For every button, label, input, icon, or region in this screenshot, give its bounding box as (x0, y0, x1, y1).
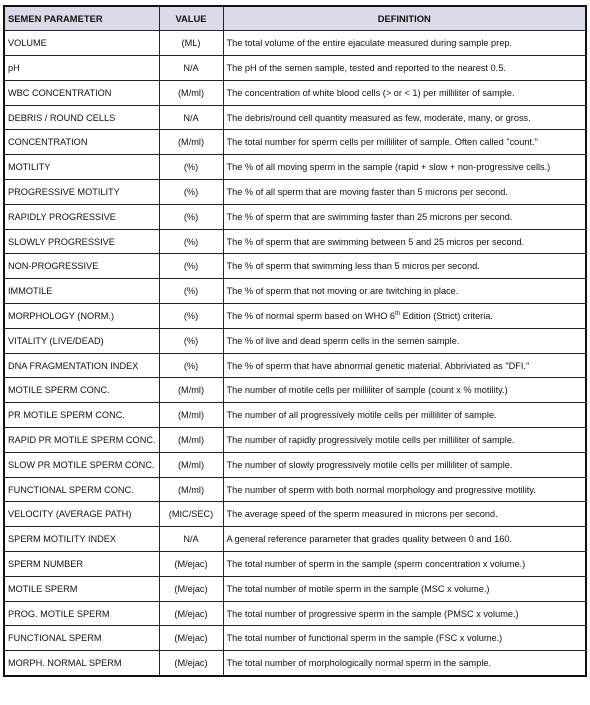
table-row (4, 403, 586, 428)
table-row (4, 601, 586, 626)
value-unit-cell: (M/ejac) (159, 626, 223, 651)
definition-cell: The number of all progressively motile cells per milliliter of sample. (223, 403, 586, 428)
parameter-cell: PROG. MOTILE SPERM (4, 601, 159, 626)
table-row (4, 180, 586, 205)
definition-cell: The total number of functional sperm in the sample (FSC x volume.) (223, 626, 586, 651)
definition-cell: The total number for sperm cells per milliliter of sample. Often called "count." (223, 130, 586, 155)
table-row (4, 229, 586, 254)
definition-cell (223, 304, 586, 329)
value-unit-cell: (%) (159, 254, 223, 279)
value-unit-cell: (%) (159, 279, 223, 304)
value-unit-cell: (%) (159, 304, 223, 329)
table-row (4, 56, 586, 81)
value-unit-cell: (%) (159, 180, 223, 205)
table-row (4, 204, 586, 229)
table-row (4, 130, 586, 155)
parameter-cell: RAPIDLY PROGRESSIVE (4, 204, 159, 229)
definition-cell: The % of sperm that not moving or are twitching in place. (223, 279, 586, 304)
definition-cell: The concentration of white blood cells (> or < 1) per milliliter of sample. (223, 80, 586, 105)
table-row (4, 105, 586, 130)
definition-cell: The total number of sperm in the sample (sperm concentration x volume.) (223, 552, 586, 577)
parameter-cell: SLOW PR MOTILE SPERM CONC. (4, 452, 159, 477)
value-unit-cell: (M/ml) (159, 477, 223, 502)
definition-text: Edition (Strict) criteria. (400, 310, 493, 321)
table-row (4, 31, 586, 56)
table-row (4, 428, 586, 453)
header-value: VALUE (159, 6, 223, 31)
definition-text: The % of normal sperm based on WHO 6 (226, 310, 396, 321)
table-row (4, 378, 586, 403)
parameter-cell: RAPID PR MOTILE SPERM CONC. (4, 428, 159, 453)
table-row (4, 254, 586, 279)
definition-cell: The number of motile cells per milliliter of sample (count x % motility.) (223, 378, 586, 403)
table-row (4, 527, 586, 552)
table-row (4, 155, 586, 180)
parameter-cell: VOLUME (4, 31, 159, 56)
parameter-cell: VELOCITY (AVERAGE PATH) (4, 502, 159, 527)
table-row (4, 477, 586, 502)
value-unit-cell: (M/ml) (159, 428, 223, 453)
ordinal-superscript: th (395, 310, 401, 317)
parameter-cell: MOTILE SPERM (4, 576, 159, 601)
table-row (4, 328, 586, 353)
value-unit-cell: (M/ml) (159, 378, 223, 403)
definition-cell: The % of all moving sperm in the sample (rapid + slow + non-progressive cells.) (223, 155, 586, 180)
value-unit-cell: (M/ml) (159, 452, 223, 477)
parameter-cell: NON-PROGRESSIVE (4, 254, 159, 279)
definition-cell: The total number of morphologically normal sperm in the sample. (223, 651, 586, 676)
value-unit-cell: (M/ml) (159, 80, 223, 105)
table-row (4, 651, 586, 676)
value-unit-cell: (M/ejac) (159, 552, 223, 577)
parameter-cell: CONCENTRATION (4, 130, 159, 155)
definition-cell: A general reference parameter that grades quality between 0 and 160. (223, 527, 586, 552)
parameter-cell: MORPHOLOGY (NORM.) (4, 304, 159, 329)
value-unit-cell: (ML) (159, 31, 223, 56)
parameter-cell: SPERM NUMBER (4, 552, 159, 577)
value-unit-cell: (M/ejac) (159, 651, 223, 676)
value-unit-cell: (%) (159, 229, 223, 254)
definition-cell: The number of slowly progressively motile cells per milliliter of sample. (223, 452, 586, 477)
parameter-cell: MOTILITY (4, 155, 159, 180)
definition-cell: The number of rapidly progressively motile cells per milliliter of sample. (223, 428, 586, 453)
value-unit-cell: N/A (159, 56, 223, 81)
semen-parameter-table (3, 5, 587, 677)
definition-cell: The total number of progressive sperm in the sample (PMSC x volume.) (223, 601, 586, 626)
table-row (4, 353, 586, 378)
definition-cell: The debris/round cell quantity measured as few, moderate, many, or gross. (223, 105, 586, 130)
parameter-cell: MORPH. NORMAL SPERM (4, 651, 159, 676)
parameter-cell: SLOWLY PROGRESSIVE (4, 229, 159, 254)
parameter-cell: pH (4, 56, 159, 81)
definition-cell: The % of sperm that swimming less than 5 micros per second. (223, 254, 586, 279)
value-unit-cell: N/A (159, 527, 223, 552)
parameter-cell: PR MOTILE SPERM CONC. (4, 403, 159, 428)
parameter-cell: WBC CONCENTRATION (4, 80, 159, 105)
definition-cell: The % of all sperm that are moving faster than 5 microns per second. (223, 180, 586, 205)
table-row (4, 279, 586, 304)
header-semen-parameter: SEMEN PARAMETER (4, 6, 159, 31)
parameter-cell: PROGRESSIVE MOTILITY (4, 180, 159, 205)
value-unit-cell: (M/ejac) (159, 576, 223, 601)
table-row (4, 576, 586, 601)
definition-cell: The % of sperm that are swimming faster than 25 microns per second. (223, 204, 586, 229)
parameter-cell: VITALITY (LIVE/DEAD) (4, 328, 159, 353)
value-unit-cell: (%) (159, 204, 223, 229)
definition-cell: The % of sperm that have abnormal genetic material. Abbriviated as "DFI." (223, 353, 586, 378)
table-row (4, 452, 586, 477)
parameter-cell: DEBRIS / ROUND CELLS (4, 105, 159, 130)
definition-cell: The pH of the semen sample, tested and reported to the nearest 0.5. (223, 56, 586, 81)
table-body (4, 31, 586, 676)
parameter-cell: MOTILE SPERM CONC. (4, 378, 159, 403)
definition-cell: The % of sperm that are swimming between 5 and 25 micros per second. (223, 229, 586, 254)
table-row (4, 552, 586, 577)
parameter-cell: DNA FRAGMENTATION INDEX (4, 353, 159, 378)
definition-cell: The average speed of the sperm measured in microns per second. (223, 502, 586, 527)
table-row (4, 80, 586, 105)
definition-cell: The % of live and dead sperm cells in the semen sample. (223, 328, 586, 353)
parameter-cell: SPERM MOTILITY INDEX (4, 527, 159, 552)
value-unit-cell: (M/ml) (159, 130, 223, 155)
definition-cell: The total volume of the entire ejaculate measured during sample prep. (223, 31, 586, 56)
table-row (4, 502, 586, 527)
table-row (4, 304, 586, 329)
table-row (4, 626, 586, 651)
value-unit-cell: N/A (159, 105, 223, 130)
header-row (4, 6, 586, 31)
value-unit-cell: (MIC/SEC) (159, 502, 223, 527)
parameter-cell: IMMOTILE (4, 279, 159, 304)
definition-cell: The number of sperm with both normal morphology and progressive motility. (223, 477, 586, 502)
parameter-cell: FUNCTIONAL SPERM (4, 626, 159, 651)
value-unit-cell: (%) (159, 155, 223, 180)
value-unit-cell: (M/ejac) (159, 601, 223, 626)
value-unit-cell: (%) (159, 353, 223, 378)
value-unit-cell: (%) (159, 328, 223, 353)
definition-cell: The total number of motile sperm in the sample (MSC x volume.) (223, 576, 586, 601)
parameter-cell: FUNCTIONAL SPERM CONC. (4, 477, 159, 502)
header-definition: DEFINITION (223, 6, 586, 31)
value-unit-cell: (M/ml) (159, 403, 223, 428)
